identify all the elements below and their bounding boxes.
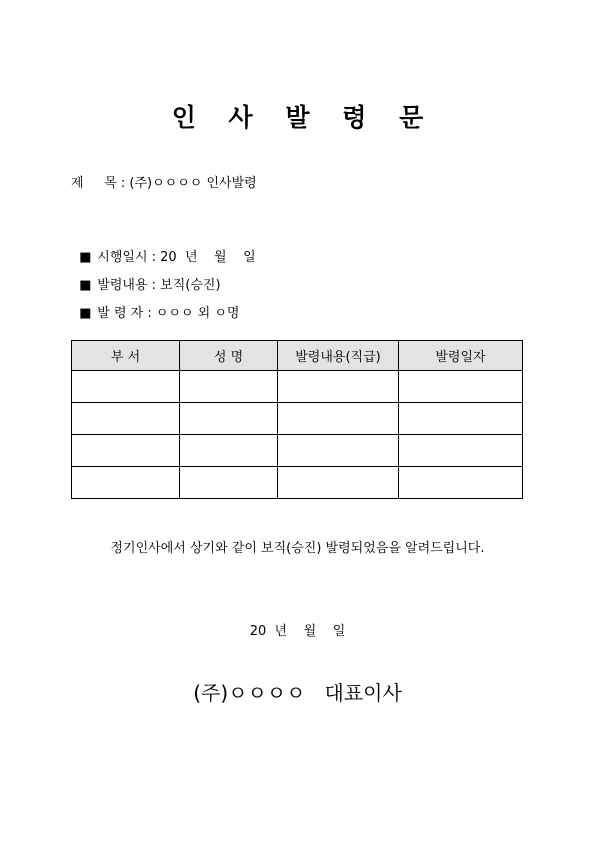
table-row (72, 403, 523, 435)
info-text: 발 령 자 : ㅇㅇㅇ 외 ㅇ명 (97, 306, 240, 321)
header-appointment-date: 발령일자 (399, 341, 523, 371)
info-line-person (71, 287, 239, 321)
table-cell[interactable] (278, 435, 399, 467)
info-text: 발령내용 : 보직(승진) (97, 278, 221, 293)
table-cell[interactable] (399, 371, 523, 403)
appointment-table-wrapper (71, 340, 522, 499)
table-cell[interactable] (278, 371, 399, 403)
appointment-table (71, 340, 523, 499)
table-cell[interactable] (72, 403, 180, 435)
table-cell[interactable] (278, 403, 399, 435)
table-cell[interactable] (72, 435, 180, 467)
square-bullet-icon: ■ (79, 278, 92, 293)
table-cell[interactable] (399, 403, 523, 435)
table-cell[interactable] (180, 467, 278, 499)
header-department: 부 서 (72, 341, 180, 371)
header-appointment-content: 발령내용(직급) (278, 341, 399, 371)
table-header-row (72, 341, 523, 371)
square-bullet-icon: ■ (79, 250, 92, 265)
table-cell[interactable] (180, 371, 278, 403)
table-cell[interactable] (180, 403, 278, 435)
table-row (72, 435, 523, 467)
table-cell[interactable] (399, 467, 523, 499)
subject-line: 제 목 : (주)ㅇㅇㅇㅇ 인사발령 (71, 176, 257, 191)
table-cell[interactable] (72, 467, 180, 499)
table-cell[interactable] (399, 435, 523, 467)
square-bullet-icon: ■ (79, 306, 92, 321)
table-cell[interactable] (72, 371, 180, 403)
notice-text: 정기인사에서 상기와 같이 보직(승진) 발령되었음을 알려드립니다. (110, 541, 485, 556)
table-row (72, 467, 523, 499)
issue-date: 20 년 월 일 (249, 624, 346, 639)
company-signature: (주)ㅇㅇㅇㅇ 대표이사 (193, 681, 402, 705)
info-text: 시행일시 : 20 년 월 일 (97, 250, 256, 265)
table-cell[interactable] (278, 467, 399, 499)
document-title: 인 사 발 령 문 (171, 103, 436, 132)
table-row (72, 371, 523, 403)
table-cell[interactable] (180, 435, 278, 467)
header-name: 성 명 (180, 341, 278, 371)
